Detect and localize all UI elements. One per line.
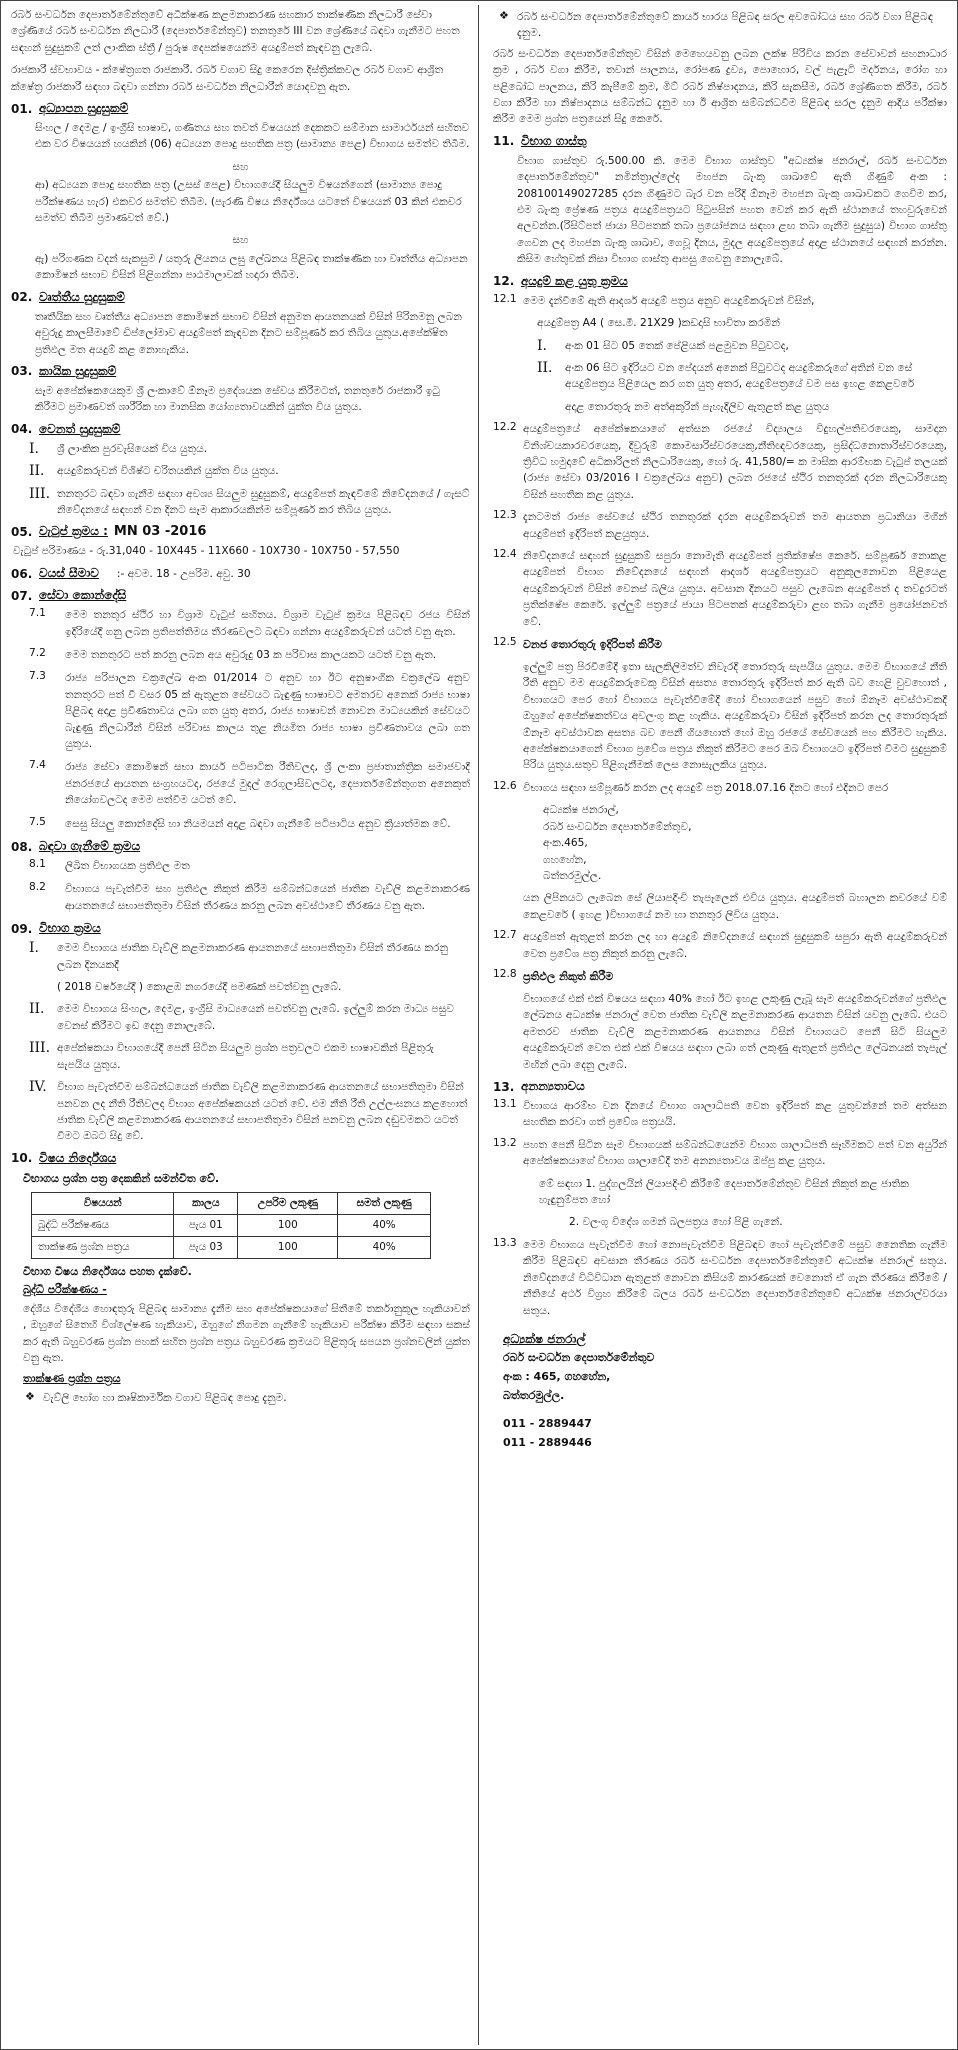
tech-paper-body: රබර් සංවර්ධන දෙපාර්තමේන්තුව විසින් මෙහෙයවනු ලබන ලක්ෂ පිරිවිය කරන සේවාවන් සහනාධාර ක්‍රම , රබර් වගා කිරීම, තවාන් පාලනය, රෝපණ ද්‍රව්‍ය, පොහොර, වල් පැළෑටි මර්දනය, රෝග හා පළිබෝධ පාලනය, කිරි කැපීමේ ක්‍රම, මිට් රබර් නිෂ්පාදනය, කිරි සැකසීම, රබර් ශ්‍රේණිගත කිරීම, රබර් වගා කිරීම හා නිෂ්පාදනය සම්බන්ධ දැනුම හා ඊ ආශ්‍රිත සම්බන්ධවීම පිළිබඳ සරල දැනුම ආදිය පරීක්ෂා කිරීම මෙම ප්‍රශ්න පත්‍රයෙන් සිදු කෙරේ.: [493, 47, 947, 126]
item-text: විභාගය පැවැත්වීම සහ ප්‍රතිඵල නිකුත් කිරීම සම්බන්ධයෙන් ජාතික වැව්ලි කළමනාකරණ ආයතනයේ සභාපතිතුමා විසින් තීරණය කරනු ලබන අවස්ථාවේ තීරණය වනු ඇත.: [65, 883, 470, 912]
item-number: 7.5: [29, 815, 46, 828]
item-number: 12.2: [493, 421, 517, 434]
list-item: [29, 463, 470, 479]
item-text: රාජ්‍ය සේවා කොමිෂන් සභා කාර්ය පටිපාටික රීතිවලද, ශ්‍රී ලංකා ප්‍රජාතාන්ත්‍රික සමාජවාදී ජනරජයේ ආයතන සංග්‍රහයටද, රජයේ මුදල් රෙගුලාසිවලටද, දෙපාර්තමේන්තුගත අනෙකුත් නියෝගවලටද මෙම පත්වීම යටත් වේ.: [65, 761, 470, 807]
section-title: වයස් සීමාව: [39, 566, 99, 581]
item-number: IV.: [29, 1079, 47, 1096]
section-number: 08.: [11, 839, 33, 854]
column-header: කාලය: [174, 1192, 238, 1214]
table-cell: 100: [238, 1236, 338, 1258]
item-text: තනතුරට බඳවා ගැනීම සඳහා අවශ්‍ය සියලුම සුදුසුකම්, අයදුම්පත් කැඳවීමේ නිවේදනයේ / ගැසට් නිවේදනයේ සඳහන් වන දිනට සෑම ආකාරයකින්ම සම්පූර්ණ කර තිබිය යුතුය.: [57, 487, 470, 516]
list-item: [29, 979, 470, 995]
phone-number: 011 - 2889447: [503, 1417, 592, 1431]
list-item: [537, 360, 947, 393]
table-cell: තාක්ෂණ ප්‍රශ්න පත්‍රය: [32, 1236, 174, 1258]
item-text: වැව්ලි භෝග හා කෘෂිකාර්මික වගාව පිළිබඳ පොදු දැනුම.: [43, 1392, 287, 1405]
section-title: විභාග ක්‍රමය: [39, 921, 101, 936]
section-title: කායික සුදුසුකම්: [39, 363, 117, 378]
list-item: [29, 607, 470, 640]
list-item: [29, 441, 470, 457]
section-number: 11.: [493, 134, 515, 149]
address-line: අධ්‍යක්ෂ ජනරාල්,: [543, 804, 619, 817]
section-title: අධ්‍යාපන සුදුසුකම්: [39, 101, 129, 116]
false-info-body: ඉල්ලුම් පත්‍ර පිරවීමේදී ඉතා සැලකිලිමත්ව නිවැරදි තොරතුරු සැපයිය යුතුය. මෙම විභාගයේ නීති රීති අනුව මම අයදුම්කරුවෙකු විසින් අසත්‍ය තොරතුරු ඉදිරිපත් කර ඇති බව හෙළි වුවහොත් , විභාගයට පෙර හෝ විභාගය පැවැත්වීමේදී හෝ විභාගයෙන් පසුව හෝ ඕනෑම අවස්ථාවකදී ඔහුගේ අපේක්ෂකත්වය අවලංගු කළ හැකිය. අයදුම්කරුවා විසින් ඉදිරිපත් කරන ලද තොරතුරුක් ඕනෑම අවස්ථාවක අසත්‍ය බව පෙනී ගියහොත් හෝ ඔහු රජයේ සේවයෙන් පහ කිරීමට හැකිය. අපේක්ෂකයාගෙන් විභාග ප්‍රවේශ පත්‍රය නිකුත් කිරීමට පෙර ඔබ විභාගයට ඉදිරිපත් වීමට සුදුසුකම් පිරිය යුතුය.සතුව පිළිගැනීමක් ලෙස නොසැලකිය යුතුය.: [523, 661, 947, 772]
id-document-option: මේ සඳහා 1. පුද්ගලයින් ලියාපදිංචි කිරීමේ දෙපාර්තමේන්තුව විසින් නිකුත් කළ ජාතික හැඳුනුම්පත හෝ: [539, 1177, 909, 1207]
address-line: බත්තරමුල්ල.: [503, 1388, 565, 1402]
section-09-heading: [11, 921, 470, 936]
list-item: [29, 647, 470, 663]
item-title: වනජ තොරතුරු ඉදිරිපත් කිරීම: [523, 638, 662, 651]
item-number: 12.4: [493, 547, 517, 560]
left-column: [5, 5, 479, 2045]
right-column: [481, 5, 955, 2045]
salary-code: MN 03 -2016: [113, 524, 207, 540]
table-cell: 100: [238, 1214, 338, 1236]
section-11-heading: [493, 134, 947, 149]
item-text: මෙම විභාගය සිංහල, දෙමළ, ඉංග්‍රීසි මාධ්‍යයෙන් පවත්වනු ලැබේ. ඉල්ලුම් කරන මාධ්‍ය පසුව වෙනස් කිරීමට ඉඩ දෙනු නොලැබේ.: [57, 1003, 454, 1032]
section-number: 09.: [11, 921, 33, 936]
list-item: [29, 858, 470, 874]
and-separator: සහ: [232, 234, 249, 247]
and-separator: සහ: [232, 160, 249, 173]
address-line: බත්තරමුල්ල.: [543, 869, 602, 882]
item-text: විභාග පැවැත්වීම සම්බන්ධයෙන් ජාතික වැව්ලි කළමනාකරණ ආයතනයේ සභාපතිතුමා විසින් පනවන ලද නීති රීතිවලද විභාග අපේක්ෂකයන් යටත් වේ. එම නීති රීති උල්ලංඝනය කළහොත් ජාතික වැව්ලි කළමනාකරණ ආයතනයේ සභාපතිතුමා විසින් පනවනු ලබන දඬුවමකට යටත් වීමට ඔබට සිදු වේ.: [57, 1081, 468, 1143]
item-number: I.: [29, 940, 39, 957]
section-02-body: තෘතීයික සහ වෘත්තීය අධ්‍යාපන කොමිෂන් සභාව විසින් අනුමත ආයතනයක් විසින් පිරිනමනු ලබන අවුරුදු කාලසීමාවේ ඩිප්ලෝමාව අයදුම්පත් කැඳවන දිනට සම්පූර්ණ කර තිබිය යුතුය.අපේක්ෂිත ප්‍රතිඵල මත අයදුම් කළ නොහැකිය.: [35, 310, 462, 356]
section-01-a: ආ) අධ්‍යයන පොදු සහතික පත්‍ර (උසස් පෙළ) විභාගයේදී සියලුම විෂයන්ගෙන් (සාමාන්‍ය පොදු පරීක්ෂණය හැර) එකවර සමත්ව තිබීම. (පැරණි විෂය නිර්දේශය යටතේ විෂයයන් 03 කින් එකවර සමත්ව තිබීම ප්‍රමාණවත් වේ.): [35, 179, 462, 225]
syllabus-intro: විභාගය ප්‍රශ්න පත්‍ර දෙකකින් සමන්විත වේ.: [23, 1171, 220, 1185]
item-text: අංක 01 සිට 05 තෙක් පේළියක් පළමුවන පිටුවටද,: [565, 339, 789, 352]
list-item: [493, 1098, 947, 1131]
exam-fee-body: විභාග ගාස්තුව රු.500.00 කි. මෙම විභාග ගාස්තුව "අධ්‍යක්ෂ ජනරාල්, රබර් සංවර්ධන දෙපාර්තමේන්තුව" නමින්ත්‍රාල්ලේද මහජන බැංකු ශාඛාවේ ඇති ගිණුම් අංක : 208100149027285 දරන ගිණුමට බැර වන පරිදි ඕනෑම මහජන බැංකු ශාඛාවකට ගෙවිම කර, එම බැංකු ප්‍රේෂණ පත්‍රය අයදුම්පත්‍රයට පිටුපසින් පහත වෙන් කර ඇති ස්ථානයේ තහවුරුවෙන් අලවන්න.(රිසිට්පත් ජායා පිටපතක් තබා ප්‍රයෝජනය සඳහා ළඟ තබා ගැනීම සුදුසුය) විභාග ගාස්තු ගෙවන ලද මහජන බැංකු ශාඛාව, ගෙවූ දිනය, මුදල අයදුම්පත්‍රයේ අදාළ ස්ථානයේ සඳහන් කරන්න. කිසිම හේතුවක් නිසා විභාග ගාස්තු ආපසු ගෙවනු නොලැබේ.: [517, 154, 947, 266]
table-row: [32, 1214, 431, 1236]
item-text: අයදුම්කරුවන් විශිෂ්ට චරිතයකින් යුක්ත විය යුතුය.: [57, 465, 279, 478]
section-03-body: සෑම අපේක්ෂකයෙකුම ශ්‍රී ලංකාවේ ඕනෑම ප්‍රදේශයක සේවය කිරීමටත්, තනතුරේ රාජකාරී ඉටු කිරීමට ප්‍රමාණවත් ශාරීරික හා මානසික යෝග්‍යතාවයකින් යුක්ත විය යුතුය.: [35, 384, 440, 414]
item-text: ලිඛිත විභාගයක ප්‍රතිඵල මත: [65, 860, 190, 873]
section-title: වැටුප් ක්‍රමය :: [39, 524, 108, 539]
item-number: 12.8: [493, 967, 517, 980]
salary-scale: වැටුප් පරිමාණය - රු.31,040 - 10X445 - 11X660 - 10X730 - 10X750 - 57,550: [13, 545, 400, 558]
section-01-b: ඇ) පරිගණක වදන් සැකසුම / යතුරු ලියනය ලඝු ලේඛනය පිළිබඳ තාක්ෂණික හා වෘත්තීය අධ්‍යාපන කොමිෂන් සභාව විසින් පිළිගන්නා පාඨමාලාවක් හදාරා තිබීම.: [35, 252, 468, 282]
table-header-row: [32, 1192, 431, 1214]
address-line: ගහහේන,: [543, 853, 587, 866]
section-06-heading: [11, 566, 470, 582]
list-item: [493, 509, 947, 542]
item-text: සෙසු සියලු කොන්දේසි හා නියමයන් අදාළ බඳවා ගැනීමේ පටිපාටිය අනුව ක්‍රියාත්මක වේ.: [65, 817, 451, 830]
section-05-heading: [11, 524, 470, 539]
list-item: [493, 548, 947, 630]
list-item: [493, 929, 947, 962]
address-line: අංක.465,: [543, 837, 588, 850]
item-text: ශ්‍රී ලාංකික පුරවැසියෙක් විය යුතුය.: [57, 442, 208, 455]
item-number: 7.2: [29, 646, 46, 659]
section-number: 02.: [11, 290, 33, 305]
item-number: I.: [29, 440, 39, 457]
envelope-instruction: යන ලිපිනයට ලැබෙන සේ ලියාපදිංචි තැපෑලෙන් එවිය යුතුය. අයදුම්පත් බහාලන කවරයේ වම් කෙළවරේ ( ඉහළ )විභාගයේ නම හා තනතුර ලිවිය යුතුය.: [523, 892, 947, 921]
item-number: 13.3: [493, 1236, 517, 1249]
list-item: [29, 1079, 470, 1145]
list-item: [537, 338, 947, 354]
item-text: අයදුම්පත්‍රයේ අපේක්ෂකයාගේ අත්සන රජයේ විද්‍යාලය විදුහල්පතිවරයෙකු, සාමදාන විනිශ්චයකාරවරයෙකු, දිවුරුම් කොමසාරිස්වරයෙකු,නීතිඥවරයෙකු, ප්‍රසිද්ධනොතාරිස්වරයෙකු, ත්‍රිවිධ හමුදාවේ අධිකාරිලත් නිලධාරියෙකු, හෝ රු. 41,580/= ක මාසික ආරම්භක වැටුප් තලයක් (රාජ්‍ය සේවා 03/2016 I චක්‍රලේඛය අනුව) ලබන රජයේ ස්ථිර තනතුරක් දරන නිලධාරියෙකු විසින් සහතික කළ යුතුය.: [523, 423, 947, 501]
phone-number: 011 - 2889446: [503, 1436, 592, 1450]
section-title: අයදුම් කළ යුතු ක්‍රමය: [521, 273, 628, 288]
item-number: II.: [537, 359, 553, 376]
list-item: [29, 486, 470, 519]
section-04-heading: [11, 422, 470, 437]
address-line: රබර් සංවර්ධන දෙපාර්තමේන්තුව,: [543, 820, 692, 833]
list-item: [493, 636, 947, 653]
item-number: I.: [537, 337, 547, 354]
section-10-heading: [11, 1151, 470, 1166]
item-text: මෙම විභාගය පැවැත්වීම හෝ නොපැවැත්වීම පිළිබඳව හෝ පැවැත්වීමේ පසුව නෛතික ගැනීම කිරීම පිළිබඳව අවසාන තීරණය රබර් සංවර්ධන දෙපාර්තමේන්තුවේ අධ්‍යක්ෂ ජනරාල් සතුය. නිවේදනයේ විධිවිධාන ඇතුළත් නොවන කිසියම් කාරණයක් වෙනොත් ඒ ගැන තීරණය කිරීමේ / නීතියේ අර්ථ විග්‍රහ කිරීමේ බලය රබර් සංවර්ධන දෙපාර්තමේන්තුවේ අධ්‍යක්ෂ ජනරාල්වරයා සතුය.: [523, 1238, 947, 1317]
item-number: II.: [29, 463, 45, 480]
intro-paragraph: රබර් සංවර්ධන දෙපාර්තමේන්තුවේ අධීක්ෂණ කළමනාකරණ සහකාර තාක්ෂණික නිලධාරී සේවා ශ්‍රේණියේ රබර් සංවර්ධන නිලධාරී (දෙපාර්තමේන්තුව) තනතුරේ III වන ශ්‍රේණියේ බඳවා ගැනීමට පහත සඳහන් සුදුසුකම් ලත් ලාංකික ස්ත්‍රී / පුරුෂ දෙපක්ෂයෙන්ම අයදුම්පත් කැඳවනු ලැබේ.: [11, 9, 460, 54]
item-number: II.: [29, 1001, 45, 1018]
address-line: අංක : 465, ගහහේන,: [503, 1369, 611, 1383]
section-number: 13.: [493, 1079, 515, 1094]
section-number: 07.: [11, 588, 33, 603]
section-02-heading: [11, 290, 470, 305]
list-item: [29, 759, 470, 808]
table-cell: පැය 03: [174, 1236, 238, 1258]
section-01-body: සිංහල / දෙමළ / ඉංග්‍රීසි භාෂාව, ගණිතය සහ තවත් විෂයයන් දෙකකට සම්මාන සාමාර්ථයන් සහිතව එක වර විෂයයන් හයකින් (06) අධ්‍යයන පොදු සහතික පත්‍ර (සාමාන්‍ය පෙළ) විභාගය සමත්ව තිබීම.: [35, 122, 470, 151]
item-number: 12.3: [493, 509, 517, 522]
section-number: 05.: [11, 524, 33, 539]
list-item: [29, 816, 470, 832]
item-text: ( 2018 වර්ෂයේදී ) කොළඹ නගරයේදී පමණක් පවත්වනු ලැබේ.: [57, 981, 342, 994]
item-text: දැනටමත් රාජ්‍ය සේවයේ ස්ථිර තනතුරක් දරන අයදුම්කරුවන් තම ආයතන ප්‍රධානියා මගින් අයදුම්පත් ඉදිරිපත් කළයුතුය.: [523, 511, 947, 540]
signatory-title: අධ්‍යක්ෂ ජනරාල්: [503, 1331, 586, 1346]
item-text: මෙම දැන්වීමේ ඇති ආදර්ශ අයදුම් පත්‍රය අනුව අයදුම්කරුවන් විසින්,: [523, 294, 815, 307]
item-text: මෙම විභාගය ජාතික වැව්ලි කළමනාකරණ ආයතනයේ සභාපතිතුමා විසින් තීරණය කරනු ලබන දිනයකදී: [57, 942, 449, 971]
section-title: වෙනත් සුදුසුකම්: [39, 421, 121, 436]
details-line: අදාළ තොරතුරු නම අත්අකුරින් පැහැදිලිව ඇතුළත් කළ යුතුය: [565, 400, 830, 413]
item-text: පහත පෙනී සිටින සෑම විභාගයක් සම්බන්ධයෙන්ම විභාග ශාලාධිපති සෑහීමකට පත් වන අයුරින් අපේක්ෂකයාගේ විභාග ශාලාවේදී තම අනන්‍යතාවය ඔප්පු කළ යුතුය.: [523, 1138, 947, 1168]
item-title: ප්‍රතිඵල නිකුත් කිරීම: [523, 969, 614, 983]
item-text: මෙම තනතුර ස්ථිර හා විශ්‍රාම වැටුප් සහිතය. විශ්‍රාම වැටුප් ක්‍රමය පිළිබඳව රජය විසින් ඉදිරියේදී ගනු ලබන ප්‍රතිපත්තිමය තීරණවලට බඳවා ගන්නා අයදුම්කරුවන් යටත් වනු ඇත.: [65, 609, 470, 638]
item-number: 12.1: [493, 292, 517, 305]
column-header: උපරිම ලකුණු: [238, 1192, 338, 1214]
list-item: [493, 293, 947, 309]
list-item: [493, 1237, 947, 1319]
item-number: 8.1: [29, 858, 46, 871]
address-line: රබර් සංවර්ධන දෙපාර්තමේන්තුව: [503, 1351, 655, 1365]
item-number: III.: [29, 1040, 51, 1057]
item-number: 8.2: [29, 881, 46, 894]
item-number: 12.6: [493, 779, 517, 792]
exam-table: [31, 1192, 431, 1259]
diamond-bullet-icon: ❖: [25, 1390, 35, 1404]
list-item: [493, 780, 947, 796]
list-item: [29, 881, 470, 914]
item-number: 12.5: [493, 636, 517, 648]
syllabus-line: විභාග විෂය නිර්දේශය පහත දැක්වේ.: [23, 1264, 192, 1278]
paper-size-line: අයදුම්පත්‍ර A4 ( සෙ.මී. 21X29 )කඩදාසි භාවිතා කරමින්: [537, 317, 780, 330]
section-01-heading: [11, 101, 470, 116]
section-title: සේවා කොන්දේසි: [39, 588, 127, 603]
section-03-heading: [11, 364, 470, 379]
submission-address: [493, 802, 947, 884]
table-cell: 40%: [338, 1214, 431, 1236]
tech-paper-title: තාක්ෂණ ප්‍රශ්න පත්‍රය: [23, 1372, 121, 1386]
list-item: [29, 1001, 470, 1034]
item-number: 12.7: [493, 929, 517, 942]
list-item: [499, 9, 947, 42]
item-number: 7.4: [29, 759, 46, 772]
section-title: විෂය නිර්දේශය: [39, 1150, 117, 1165]
section-number: 01.: [11, 101, 33, 116]
item-text: රාජ්‍ය පරිපාලන චක්‍රලේඛ අංක 01/2014 ට අනුව හා ඊට අනුෂාංගික චක්‍රලේඛ අනුව තනතුරට පත් වී වසර 05 ක් ඇතුළත සේවයට බැඳුණු භාෂාවට අමතරව අනෙක් රාජ්‍ය භාෂා පිළිබඳ අදාළ ප්‍රවීණතාවය ලබා ගත යුතු අතර, රාජ්‍ය භාෂාවන් නොවන මාධ්‍යයකින් සේවයට බැඳුණු නිලධාරීන් විසින් පරිවාස කාලය තුළ නියමිත රාජ්‍ය භාෂා ප්‍රවීණතාවය ලබා ගත යුතුය.: [65, 672, 470, 750]
item-text: නිවේදනයේ සඳහන් සුදුසුකම් සපුරා නොමැති අයදුම්පත් ප්‍රතික්ෂේප කෙරේ. සම්පූර්ණ නොකළ අයදුම්පත් විභාග නිවේදනයේ සඳහන් ආදර්ශ අයදුම්පත්‍රයට අනුකූලනොවන පිළියෙළ අයදුම්කරුවන් විසින් වෙනස් බලිය යුතුය. අවසාන දිනයට පසුව ලැබෙන අයදුම්පත් ද තවදුරටත් ප්‍රතික්ෂේප කෙරේ. ඉල්ලුම් පත්‍රයේ ජායා පිටපතක් අයදුම්කරුවා ළඟ තබා ගැනීම ප්‍රයෝජනවත් වේ.: [523, 549, 947, 628]
column-header: සමත් ලකුණු: [338, 1192, 431, 1214]
section-13-heading: [493, 1079, 947, 1094]
list-item: [493, 421, 947, 503]
item-text: විභාගය ආරම්භ වන දිනයේ විභාග ශාලාධිපති වෙත ඉදිරිපත් කළ යුතුවන්නේ තම අත්සන සහතික කරවා ගත් ප්‍රවේශ පත්‍රයයි.: [523, 1100, 948, 1129]
section-12-heading: [493, 274, 947, 289]
column-header: විෂයයන්: [32, 1192, 174, 1214]
item-number: 7.3: [29, 670, 46, 683]
list-item: [29, 670, 470, 752]
iq-test-title: බුද්ධි පරීක්ෂණය -: [23, 1282, 107, 1296]
item-text: රබර් සංවර්ධන දෙපාර්තමේන්තුවේ කාර්ය භාරය පිළිබඳ සරල අවබෝධය සහ රබර් වගා පිළිබඳ දැනුම.: [517, 11, 934, 40]
item-text: අයදුම්පත් ඇතුළත් කරන ලද හා අයදුම් නිවේදනයේ සඳහන් සුදුසුකම් සපුරා ඇති අයදුම්කරුවන් වෙත ප්‍රවේශ පත්‍ර නිකුත් කරනු ලැබේ.: [523, 931, 947, 960]
list-item: [493, 1137, 947, 1170]
section-title: විභාග ගාස්තු: [521, 133, 587, 148]
item-number: 13.2: [493, 1136, 517, 1149]
item-text: විභාගය සඳහා සම්පූර්ණ කරන ලද අයදුම් පත්‍ර 2018.07.16 දිනට හෝ එදිනට පෙර: [523, 781, 889, 794]
section-07-heading: [11, 588, 470, 603]
section-number: 10.: [11, 1151, 33, 1166]
list-item: [29, 940, 470, 973]
section-08-heading: [11, 839, 470, 854]
section-number: 12.: [493, 274, 515, 289]
id-document-option: 2. වලංගු විදේශ ගමන් බලපත්‍රය හෝ පිළි ගැනේ.: [569, 1216, 783, 1229]
posting-paragraph: රාජකාරී ස්වභාවය - ක්ෂේත්‍රගත රාජකාරී. රබර් වගාව සිදු කෙරෙන දිස්ත්‍රික්කවල රබර් වගාව ආශ්‍රිත ක්ෂේත්‍ර රාජකාරී සඳහා බඳවා ගන්නා රබර් සංවර්ධන නිලධාරීන් යොදවනු ඇත.: [11, 64, 444, 93]
section-title: බඳවා ගැනීමේ ක්‍රමය: [39, 839, 141, 854]
age-limit: :- අවම. 18 - උපරිම. අවු. 30: [116, 567, 251, 580]
section-number: 06.: [11, 566, 33, 581]
item-text: අංක 06 සිට ඉදිරියට වන පේදයන් අනෙක් පිටුවටද අයදුම්කරුගේ අතින් වන සේ අයදුම්පත්‍රය පිළියෙල කර ගත යුතු අතර, අයදුම්පත්‍රයේ වම පස ඉහළ කෙළවරේ: [565, 361, 915, 391]
results-body: විභාගයේ එක් එක් විෂයය සඳහා 40% හෝ ඊට ඉහළ ලකුණු ලැබූ සෑම අයදුම්කරුවන්ගේ ප්‍රතිඵල ලේඛනය අධ්‍යක්ෂ ජනරාල් වෙත ජාතික වැව්ලි කළමනාකරණ ආයතන විසින් යවනු ලැබේ. එයට අමතරව ජාතික වැව්ලි කළමනාකරණ ආයතනය විසින් විභාගයට පෙනී සිටි සියලුම අයදුම්කරුවන් වෙත එක් එක් විෂයය සඳහා ලබා ගත් ලකුණු ඇතුළත් ප්‍රතිඵල ලේඛනයක් තැපැල් මඟින් ලබා දෙනු ලැබේ.: [523, 993, 947, 1071]
signature-block: [493, 1329, 947, 1453]
list-item: [29, 1040, 470, 1073]
table-cell: බුද්ධි පරීක්ෂණය: [32, 1214, 174, 1236]
table-cell: 40%: [338, 1236, 431, 1258]
item-text: අපේක්ෂකයා විභාගයේදී පෙනී සිටින සියලුම ප්‍රශ්න පත්‍රවලට එකම භාෂාවකින් පිළිතුරු සැපයිය යුතුය.: [57, 1042, 434, 1071]
item-number: 13.1: [493, 1098, 517, 1111]
section-title: වෘත්තීය සුදුසුකම්: [39, 289, 125, 304]
item-number: [29, 979, 57, 995]
list-item: [493, 968, 947, 985]
list-item: [25, 1390, 470, 1406]
item-text: මෙම තනතුරට පත් කරනු ලබන අය අවුරුදු 03 ක පරිවාස කාලයකට යටත් වනු ඇත.: [65, 648, 437, 661]
table-cell: පැය 01: [174, 1214, 238, 1236]
table-row: [32, 1236, 431, 1258]
section-title: අනන්‍යතාවය: [521, 1079, 585, 1094]
section-number: 03.: [11, 364, 33, 379]
iq-test-body: දේශීය විදේශීය හොඳතුරු පිළිබඳ සාමාන්‍ය දැනීම සහ අපේක්ෂකයාගේ සිතීමේ තර්කානුකූල හැකියාවන් , ඔහුගේ සිතෙහි විශ්ලේෂණ හැකියාව, ඔහුගේ නිගමන ගැනීමේ හැකියාව පරීක්ෂා කිරීම සඳහා සකස් කර ඇති බහුවරණ ප්‍රශ්න පහක් සහිත ප්‍රශ්න පත්‍රය බහුවරණ ක්‍රමයට පිළිතුරු සපයන ප්‍රශ්නවලින් යුක්ත වනු ඇත.: [23, 1302, 470, 1364]
diamond-bullet-icon: ❖: [499, 9, 509, 22]
section-number: 04.: [11, 422, 33, 437]
item-number: III.: [29, 485, 51, 502]
item-number: 7.1: [29, 607, 46, 620]
